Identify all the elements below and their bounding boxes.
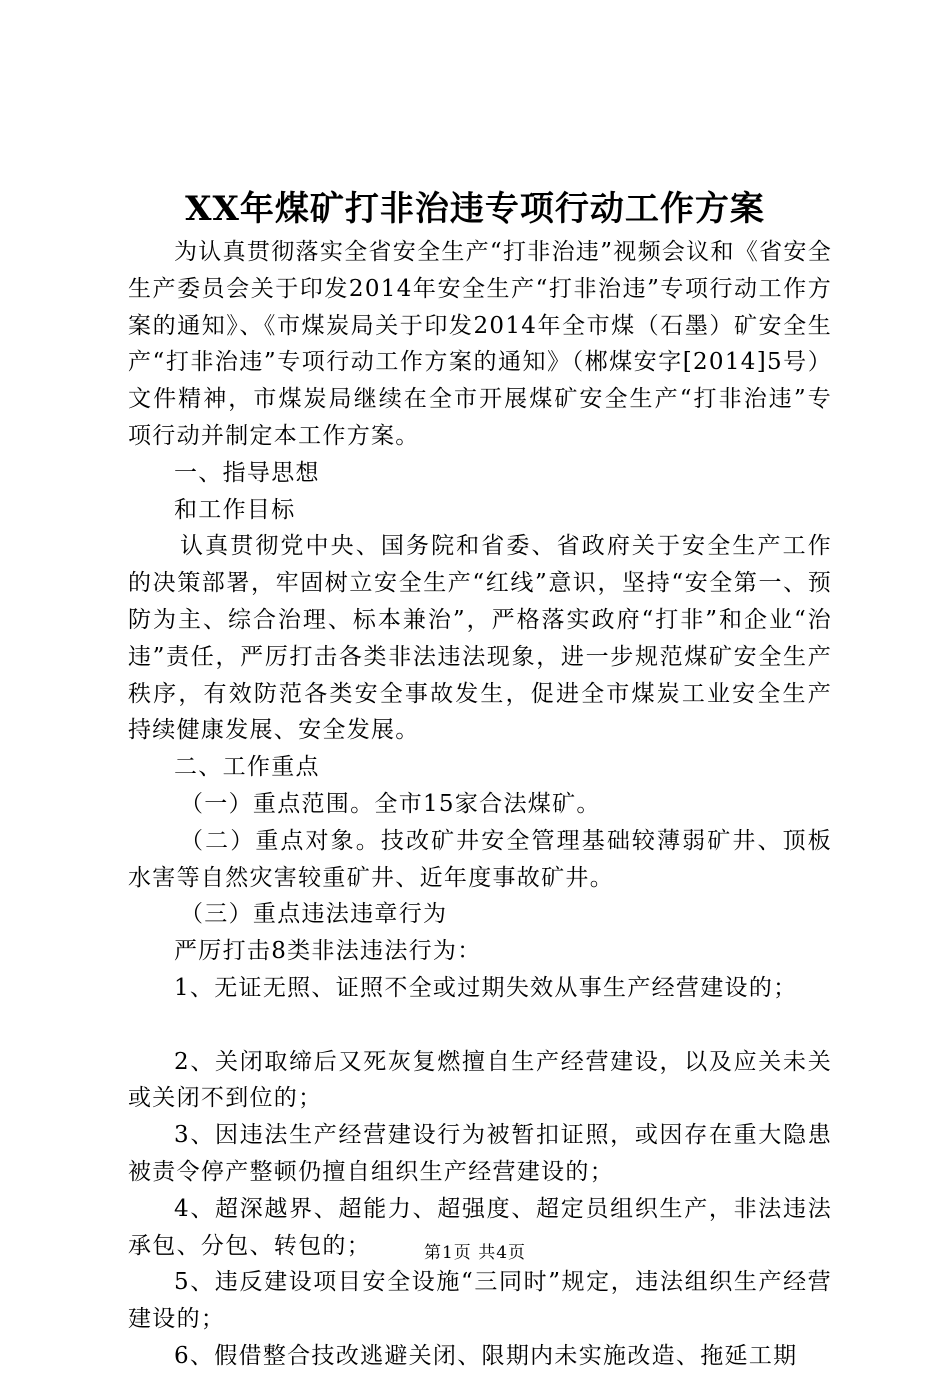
focus-scope: （一）重点范围。全市15家合法煤矿。	[180, 790, 601, 817]
section-heading-1: 一、指导思想	[174, 459, 320, 486]
guiding-paragraph: 认真贯彻党中央、国务院和省委、省政府关于安全生产工作的决策部署，牢固树立安全生产“红线”意识，坚持“安全第一、预防为主、综合治理、标本兼治”，严格落实政府“打非”和企业“治违”责任，严厉打击各类非法违法现象，进一步规范煤矿安全生产秩序，有效防范各类安全事故发生，促进全市煤炭工业安全生产持续健康发展、安全发展。	[128, 533, 832, 744]
focus-violations-heading: （三）重点违法违章行为	[180, 901, 448, 928]
violations-intro: 严厉打击8类非法违法行为：	[174, 938, 482, 965]
section-heading-1-cont: 和工作目标	[174, 496, 296, 523]
list-item-5: 5、违反建设项目安全设施“三同时”规定，违法组织生产经营建设的；	[128, 1269, 832, 1333]
document-title: XX年煤矿打非治违专项行动工作方案	[185, 189, 765, 229]
list-item-4: 4、超深越界、超能力、超强度、超定员组织生产，非法违法承包、分包、转包的；	[128, 1195, 832, 1259]
document-body	[128, 234, 832, 1375]
list-item-2: 2、关闭取缔后又死灰复燃擅自生产经营建设，以及应关未关或关闭不到位的；	[128, 1048, 832, 1112]
focus-target: （二）重点对象。技改矿井安全管理基础较薄弱矿井、顶板水害等自然灾害较重矿井、近年度事故矿井。	[128, 827, 832, 891]
page-footer: 第1页 共4页	[423, 1243, 527, 1263]
list-item-6: 6、假借整合技改逃避关闭、限期内未实施改造、拖延工期	[174, 1342, 798, 1369]
list-item-3: 3、因违法生产经营建设行为被暂扣证照，或因存在重大隐患被责令停产整顿仍擅自组织生产经营建设的；	[128, 1122, 832, 1185]
intro-paragraph: 为认真贯彻落实全省安全生产“打非治违”视频会议和《省安全生产委员会关于印发2014年安全生产“打非治违”专项行动工作方案的通知》、《市煤炭局关于印发2014年全市煤（石墨）矿安全生产“打非治违”专项行动工作方案的通知》（郴煤安字[2014]5号）文件精神，市煤炭局继续在全市开展煤矿安全生产“打非治违”专项行动并制定本工作方案。	[128, 239, 832, 449]
list-item-1: 1、无证无照、证照不全或过期失效从事生产经营建设的；	[174, 974, 798, 1001]
section-heading-2: 二、工作重点	[174, 754, 320, 781]
